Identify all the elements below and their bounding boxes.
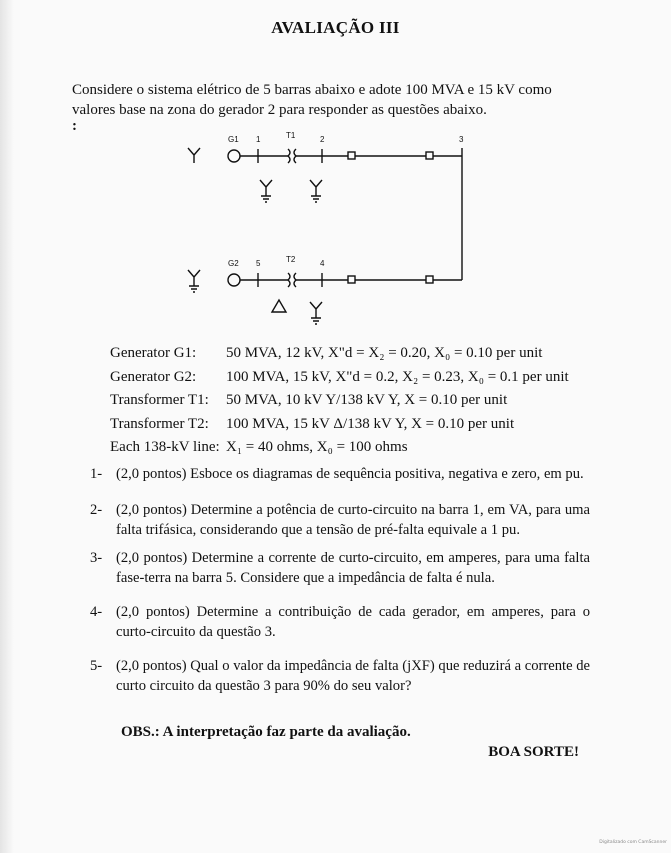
question-4	[90, 602, 590, 642]
g2-wye-grounded-symbol	[188, 270, 200, 292]
observation-note: OBS.: A interpretação faz parte da avaliação.	[121, 724, 411, 740]
question-number: 2-	[90, 502, 103, 518]
t2-delta-symbol	[272, 300, 286, 312]
one-line-diagram	[180, 130, 480, 330]
spec-value: 100 MVA, 15 kV, X"d = 0.2, X₂ = 0.23, X₀ = 0.1 per unit	[226, 368, 569, 385]
intro-colon: :	[72, 118, 77, 134]
spec-label: Each 138-kV line:	[110, 439, 220, 455]
system-data-list	[110, 342, 610, 460]
g2-generator	[228, 274, 240, 286]
question-text: (2,0 pontos) Determine a contribuição de cada gerador, em amperes, para o curto-circuito da questão 3.	[116, 604, 590, 640]
t1-label: T1	[286, 131, 296, 140]
intro-paragraph: Considere o sistema elétrico de 5 barras abaixo e adote 100 MVA e 15 kV como valores base na zona do gerador 2 para responder as questões abaixo.	[72, 82, 552, 118]
t1-wye-grounded-left	[260, 180, 272, 202]
spec-row-g2	[110, 366, 610, 390]
t2-label: T2	[286, 255, 296, 264]
spec-row-t1	[110, 389, 610, 413]
question-1	[90, 464, 590, 484]
page-title: AVALIAÇÃO III	[271, 18, 400, 37]
t1-wye-grounded-right	[310, 180, 322, 202]
t2-winding-left	[288, 273, 290, 287]
bus5-label: 5	[256, 259, 261, 268]
question-5	[90, 656, 590, 696]
spec-row-t2	[110, 413, 610, 437]
spec-value: 50 MVA, 10 kV Y/138 kV Y, X = 0.10 per unit	[226, 392, 508, 408]
spec-label: Generator G1:	[110, 345, 197, 361]
g1-wye-symbol	[188, 148, 200, 163]
bus4-label: 4	[320, 259, 325, 268]
bus2-label: 2	[320, 135, 325, 144]
t1-winding-left	[288, 149, 290, 163]
t2-winding-right	[294, 273, 296, 287]
g1-label: G1	[228, 135, 239, 144]
t1-winding-right	[294, 149, 296, 163]
spec-label: Transformer T1:	[110, 392, 209, 408]
question-number: 5-	[90, 658, 103, 674]
bus3-label: 3	[459, 135, 464, 144]
question-text: (2,0 pontos) Qual o valor da impedância de falta (jXF) que reduzirá a corrente de curto circuito da questão 3 para 90% do seu valor?	[116, 658, 590, 694]
spec-row-g1	[110, 342, 610, 366]
g2-label: G2	[228, 259, 239, 268]
spec-row-line	[110, 436, 610, 460]
spec-label: Transformer T2:	[110, 415, 209, 432]
scanner-watermark: Digitalizado com CamScanner	[599, 840, 667, 845]
g1-generator	[228, 150, 240, 162]
question-3	[90, 548, 590, 588]
question-2	[90, 500, 590, 540]
good-luck-text: BOA SORTE!	[488, 744, 579, 760]
bus1-label: 1	[256, 135, 261, 144]
question-text: (2,0 pontos) Determine a potência de curto-circuito na barra 1, em VA, para uma falta trifásica, considerando que a tensão de pré-falta equivale a 1 pu.	[116, 502, 590, 538]
spec-label: Generator G2:	[110, 368, 197, 385]
question-number: 4-	[90, 604, 103, 620]
question-text: (2,0 pontos) Esboce os diagramas de sequência positiva, negativa e zero, em pu.	[116, 466, 584, 482]
spec-value: 50 MVA, 12 kV, X"d = X₂ = 0.20, X₀ = 0.10 per unit	[226, 345, 543, 361]
question-number: 1-	[90, 466, 103, 482]
spec-value: X₁ = 40 ohms, X₀ = 100 ohms	[226, 439, 408, 455]
t2-wye-grounded-right	[310, 302, 322, 324]
spec-value: 100 MVA, 15 kV Δ/138 kV Y, X = 0.10 per unit	[226, 415, 515, 432]
question-number: 3-	[90, 550, 103, 566]
question-text: (2,0 pontos) Determine a corrente de curto-circuito, em amperes, para uma falta fase-terra na barra 5. Considere que a impedância de falta é nula.	[116, 550, 590, 586]
